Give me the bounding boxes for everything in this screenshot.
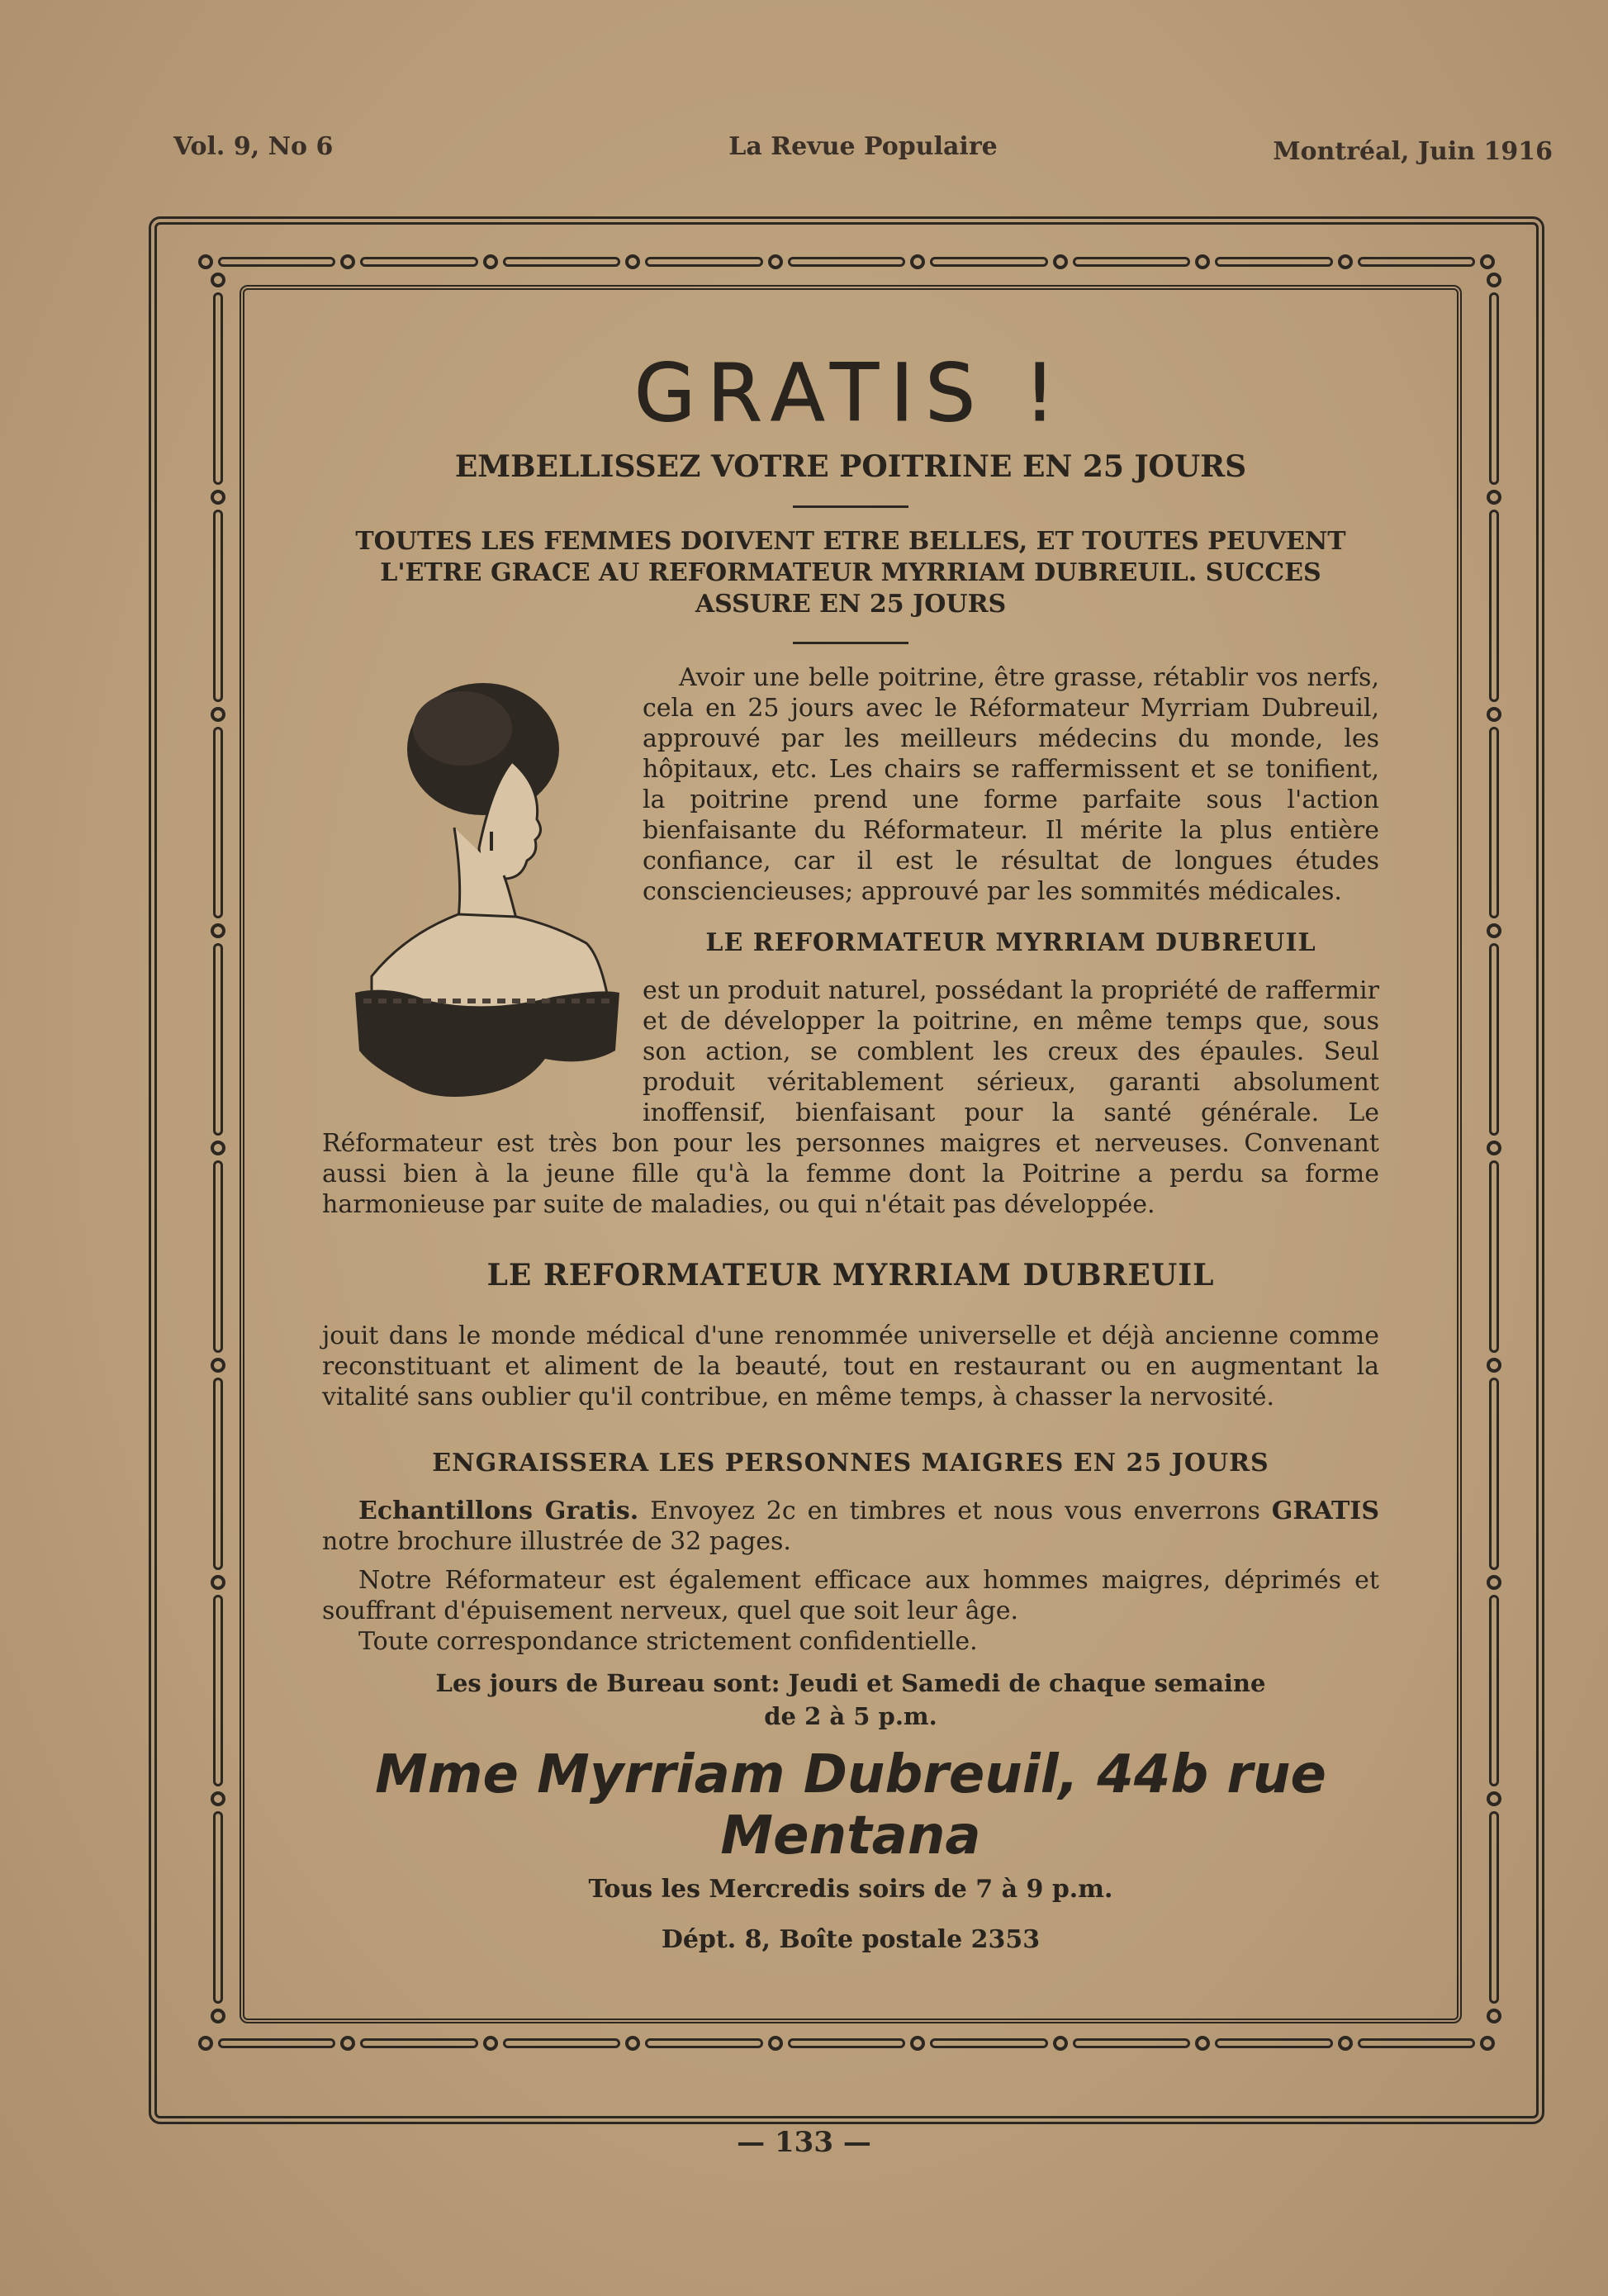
left-chain-border	[208, 273, 228, 2023]
section-heading-engraissera: ENGRAISSERA LES PERSONNES MAIGRES EN 25 JOURS	[432, 1449, 1269, 1478]
ad-lead-text: TOUTES LES FEMMES DOIVENT ETRE BELLES, ET TOUTES PEUVENT L'ETRE GRACE AU REFORMATEUR MYRRIAM DUBREUIL. SUCCES ASSURE EN 25 JOURS	[355, 527, 1346, 619]
paragraph-men-note: Notre Réformateur est également efficace aux hommes maigres, déprimés et souffrant d'épuisement nerveux, quel que soit leur âge.	[322, 1566, 1379, 1625]
paragraph-samples	[322, 1496, 1379, 1557]
evening-hours: Tous les Mercredis soirs de 7 à 9 p.m.	[588, 1875, 1113, 1904]
ad-subtitle: EMBELLISSEZ VOTRE POITRINE EN 25 JOURS	[454, 449, 1247, 484]
samples-offer: Envoyez 2c en timbres et nous vous enverrons	[650, 1497, 1260, 1525]
publication-name: La Revue Populaire	[728, 132, 998, 161]
running-header	[173, 132, 1553, 182]
top-chain-border	[198, 252, 1495, 272]
divider-rule	[793, 505, 908, 508]
section-heading-reformateur-large: LE REFORMATEUR MYRRIAM DUBREUIL	[486, 1258, 1215, 1293]
samples-brochure: notre brochure illustrée de 32 pages.	[322, 1527, 791, 1556]
samples-gratis: GRATIS	[1271, 1497, 1380, 1525]
bottom-chain-border	[198, 2033, 1495, 2053]
volume-number: Vol. 9, No 6	[173, 132, 334, 161]
page-number: — 133 —	[737, 2126, 871, 2159]
place-date: Montréal, Juin 1916	[1273, 137, 1553, 166]
postal-box: Dépt. 8, Boîte postale 2353	[661, 1925, 1041, 1954]
right-chain-border	[1484, 273, 1504, 2023]
paragraph-intro: Avoir une belle poitrine, être grasse, rétablir vos nerfs, cela en 25 jours avec le Réformateur Myrriam Dubreuil, approuvé par les meilleurs médecins du monde, les hôpitaux, etc. Les chairs se raffermissent et se tonifient, la poitrine prend une forme parfaite sous l'action bienfaisante du Réformateur. Il mérite la plus entière confiance, car il est le résultat de longues études consciencieuses; approuvé par les sommités médicales.	[643, 663, 1379, 906]
ad-title: GRATIS !	[633, 347, 1068, 439]
paragraph-product: est un produit naturel, possédant la propriété de raffermir et de développer la poitrine, en même temps que, sous son action, se comblent les creux des épaules. Seul produit véritablement sérieux, garanti absolument inoffensif, bienfaisant pour la santé générale. Le Réformateur est très bon pour les personnes maigres et nerveuses. Convenant aussi bien à la jeune fille qu'à la femme dont la Poitrine a perdu sa forme harmonieuse par suite de maladies, ou qui n'était pas développée.	[322, 976, 1379, 1219]
paragraph-confidential: Toute correspondance strictement confidentielle.	[358, 1627, 978, 1656]
office-days: Les jours de Bureau sont: Jeudi et Samedi de chaque semaine	[435, 1669, 1266, 1697]
samples-lead: Echantillons Gratis.	[358, 1497, 639, 1525]
paragraph-reputation: jouit dans le monde médical d'une renommée universelle et déjà ancienne comme reconstituant et aliment de la beauté, tout en restaurant ou en augmentant la vitalité sans oublier qu'il contribue, en même temps, à chasser la nervosité.	[322, 1321, 1379, 1411]
office-hours: de 2 à 5 p.m.	[764, 1702, 937, 1730]
divider-rule	[793, 642, 908, 644]
section-heading-reformateur: LE REFORMATEUR MYRRIAM DUBREUIL	[705, 928, 1316, 957]
contact-address: Mme Myrriam Dubreuil, 44b rue Mentana	[375, 1744, 1326, 1867]
advertisement	[322, 322, 1379, 1954]
woman-portrait-illustration	[339, 662, 628, 1108]
